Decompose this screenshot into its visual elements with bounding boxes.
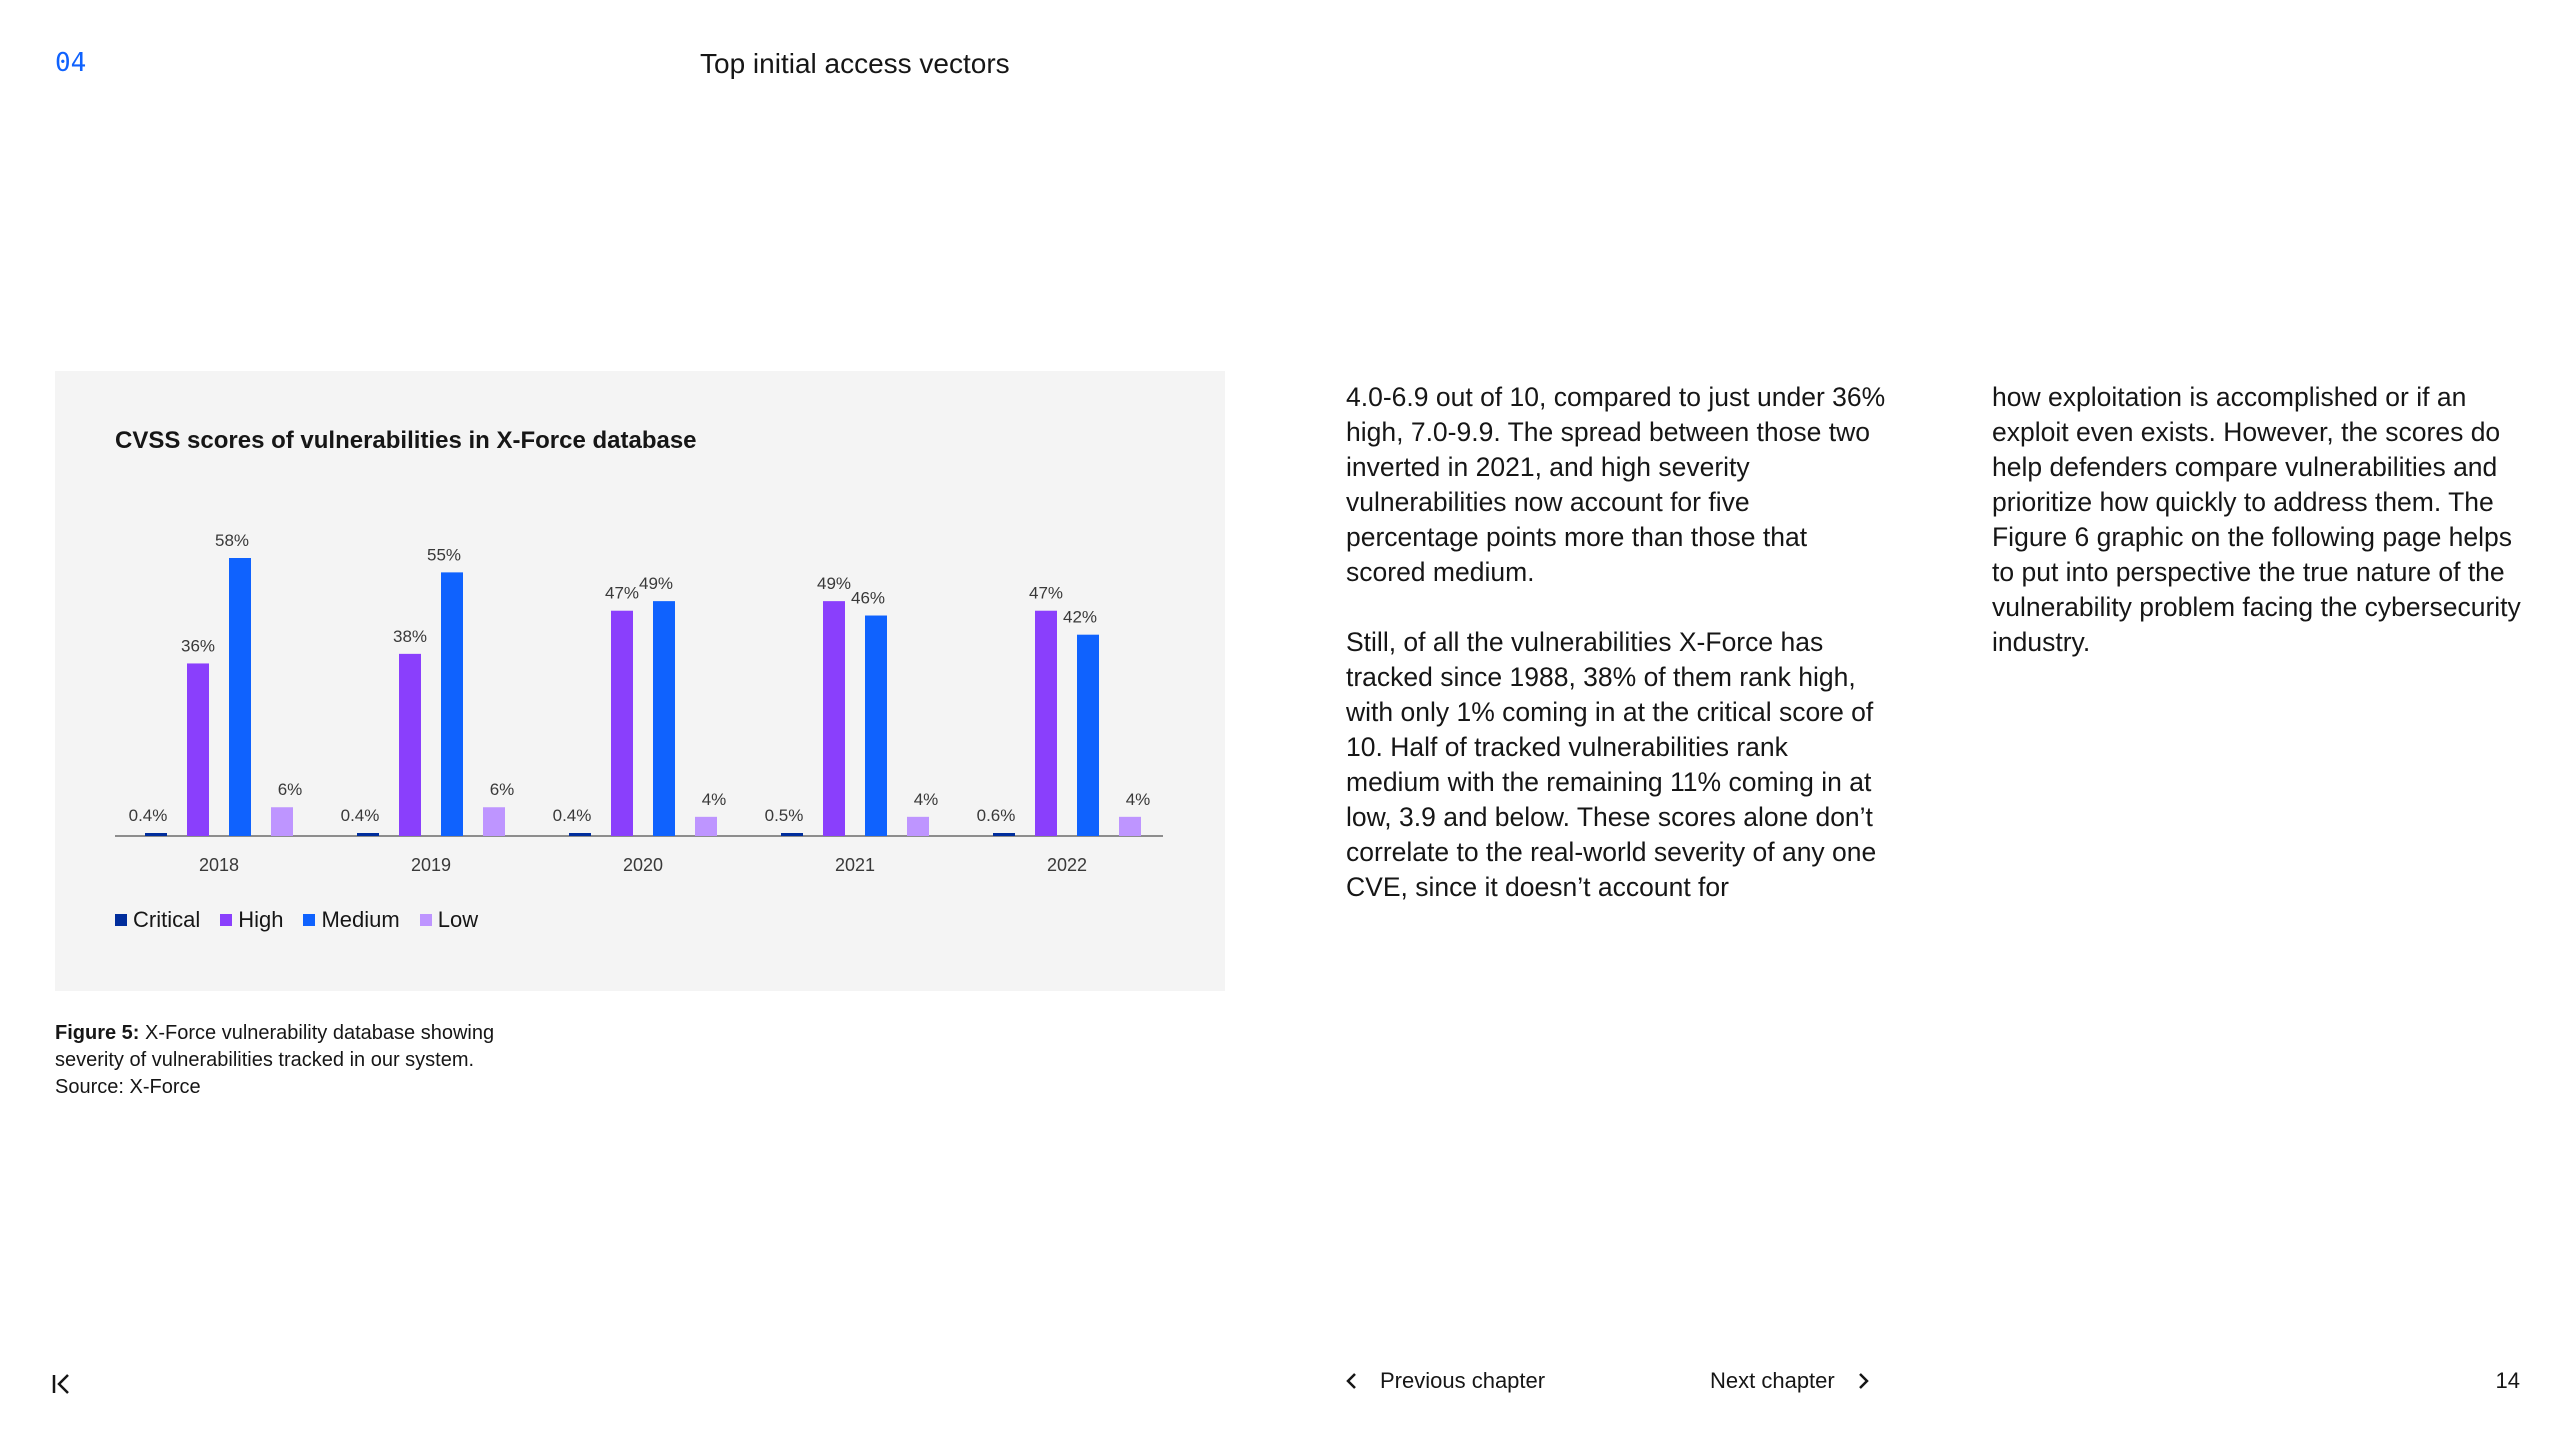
previous-chapter-link[interactable] <box>1344 1368 1545 1394</box>
caption-line-2: severity of vulnerabilities tracked in our system. <box>55 1049 475 1071</box>
chevron-left-icon <box>1344 1371 1358 1391</box>
legend-item-medium <box>303 907 399 933</box>
bar-high-2020 <box>611 611 633 836</box>
x-tick-label: 2019 <box>410 855 452 875</box>
chart-panel <box>55 371 1225 991</box>
chevron-right-icon <box>1857 1371 1871 1391</box>
bar-critical-2018 <box>145 833 167 836</box>
data-label-high-2022: 47% <box>1028 583 1064 603</box>
legend-item-critical <box>115 907 200 933</box>
bar-medium-2022 <box>1077 635 1099 836</box>
x-tick-label: 2022 <box>1046 855 1088 875</box>
data-label-medium-2018: 58% <box>214 531 250 550</box>
data-label-low-2019: 6% <box>489 780 515 800</box>
legend-swatch <box>220 914 232 926</box>
bar-high-2019 <box>399 654 421 836</box>
bar-medium-2019 <box>441 572 463 836</box>
bar-medium-2021 <box>865 616 887 836</box>
next-chapter-label: Next chapter <box>1710 1368 1835 1393</box>
chart-legend <box>115 907 478 933</box>
body-paragraph: how exploitation is accomplished or if an exploit even exists. However, the scores do help defenders compare vulnerabilities and prioritize how quickly to address them. The Figure 6 graphic on the following page helps to put into perspective the true nature of the vulnerability problem facing the cybersecurity industry. <box>1992 382 2521 657</box>
bar-critical-2022 <box>993 833 1015 836</box>
chart-title: CVSS scores of vulnerabilities in X-Force database <box>115 427 697 454</box>
data-label-critical-2022: 0.6% <box>976 806 1016 825</box>
data-label-critical-2019: 0.4% <box>340 806 380 825</box>
next-chapter-link[interactable] <box>1710 1368 1871 1394</box>
data-label-low-2021: 4% <box>913 789 939 809</box>
bar-high-2022 <box>1035 611 1057 836</box>
bar-chart <box>55 371 1225 991</box>
previous-chapter-label: Previous chapter <box>1380 1368 1546 1393</box>
legend-swatch <box>115 914 127 926</box>
legend-label: High <box>238 907 284 932</box>
bar-medium-2020 <box>653 601 675 836</box>
chapter-number: 04 <box>55 48 87 78</box>
figure-caption <box>55 1020 615 1101</box>
data-label-high-2020: 47% <box>604 583 640 603</box>
data-label-medium-2021: 46% <box>850 588 886 608</box>
legend-label: Medium <box>321 907 400 932</box>
legend-swatch <box>303 914 315 926</box>
legend-label: Critical <box>133 907 201 932</box>
data-label-high-2019: 38% <box>392 626 428 646</box>
chapter-title: Top initial access vectors <box>700 48 1010 79</box>
data-label-critical-2020: 0.4% <box>552 806 592 825</box>
bar-critical-2019 <box>357 833 379 836</box>
data-label-low-2022: 4% <box>1125 789 1151 809</box>
data-label-critical-2018: 0.4% <box>128 806 168 825</box>
legend-label: Low <box>437 907 479 932</box>
bar-low-2020 <box>695 817 717 836</box>
bar-low-2022 <box>1119 817 1141 836</box>
page-number: 14 <box>2495 1368 2520 1393</box>
bar-critical-2020 <box>569 833 591 836</box>
caption-line-1: X-Force vulnerability database showing <box>139 1022 495 1044</box>
bar-medium-2018 <box>229 558 251 836</box>
bar-high-2021 <box>823 601 845 836</box>
bar-critical-2021 <box>781 833 803 836</box>
caption-source: Source: X-Force <box>55 1076 201 1098</box>
bar-low-2018 <box>271 807 293 836</box>
body-column-1 <box>1346 380 1886 940</box>
legend-swatch <box>420 914 432 926</box>
data-label-low-2018: 6% <box>277 780 303 800</box>
data-label-medium-2020: 49% <box>638 574 674 594</box>
caption-label: Figure 5: <box>55 1022 140 1044</box>
x-tick-label: 2020 <box>622 855 664 875</box>
bar-high-2018 <box>187 663 209 836</box>
x-tick-label: 2018 <box>198 855 240 875</box>
legend-item-low <box>420 907 478 933</box>
bar-low-2019 <box>483 807 505 836</box>
data-label-medium-2019: 55% <box>426 545 462 565</box>
data-label-high-2021: 49% <box>816 574 852 594</box>
body-paragraph: Still, of all the vulnerabilities X-Force has tracked since 1988, 38% of them rank high, with only 1% coming in at the critical score of 10. Half of tracked vulnerabilities rank medium with the remaining 11% coming in at low, 3.9 and below. These scores alone don’t correlate to the real-world severity of any one CVE, since it doesn’t account for <box>1346 627 1877 902</box>
x-tick-label: 2021 <box>834 855 876 875</box>
data-label-high-2018: 36% <box>180 636 216 656</box>
body-paragraph: 4.0-6.9 out of 10, compared to just under 36% high, 7.0-9.9. The spread between those two inverted in 2021, and high severity vulnerabilities now account for five percentage points more than those that scored medium. <box>1346 382 1886 587</box>
legend-item-high <box>220 907 283 933</box>
home-icon[interactable] <box>52 1372 72 1396</box>
data-label-medium-2022: 42% <box>1062 607 1098 627</box>
bar-low-2021 <box>907 817 929 836</box>
body-column-2 <box>1992 380 2532 695</box>
data-label-low-2020: 4% <box>701 789 727 809</box>
data-label-critical-2021: 0.5% <box>764 806 804 825</box>
